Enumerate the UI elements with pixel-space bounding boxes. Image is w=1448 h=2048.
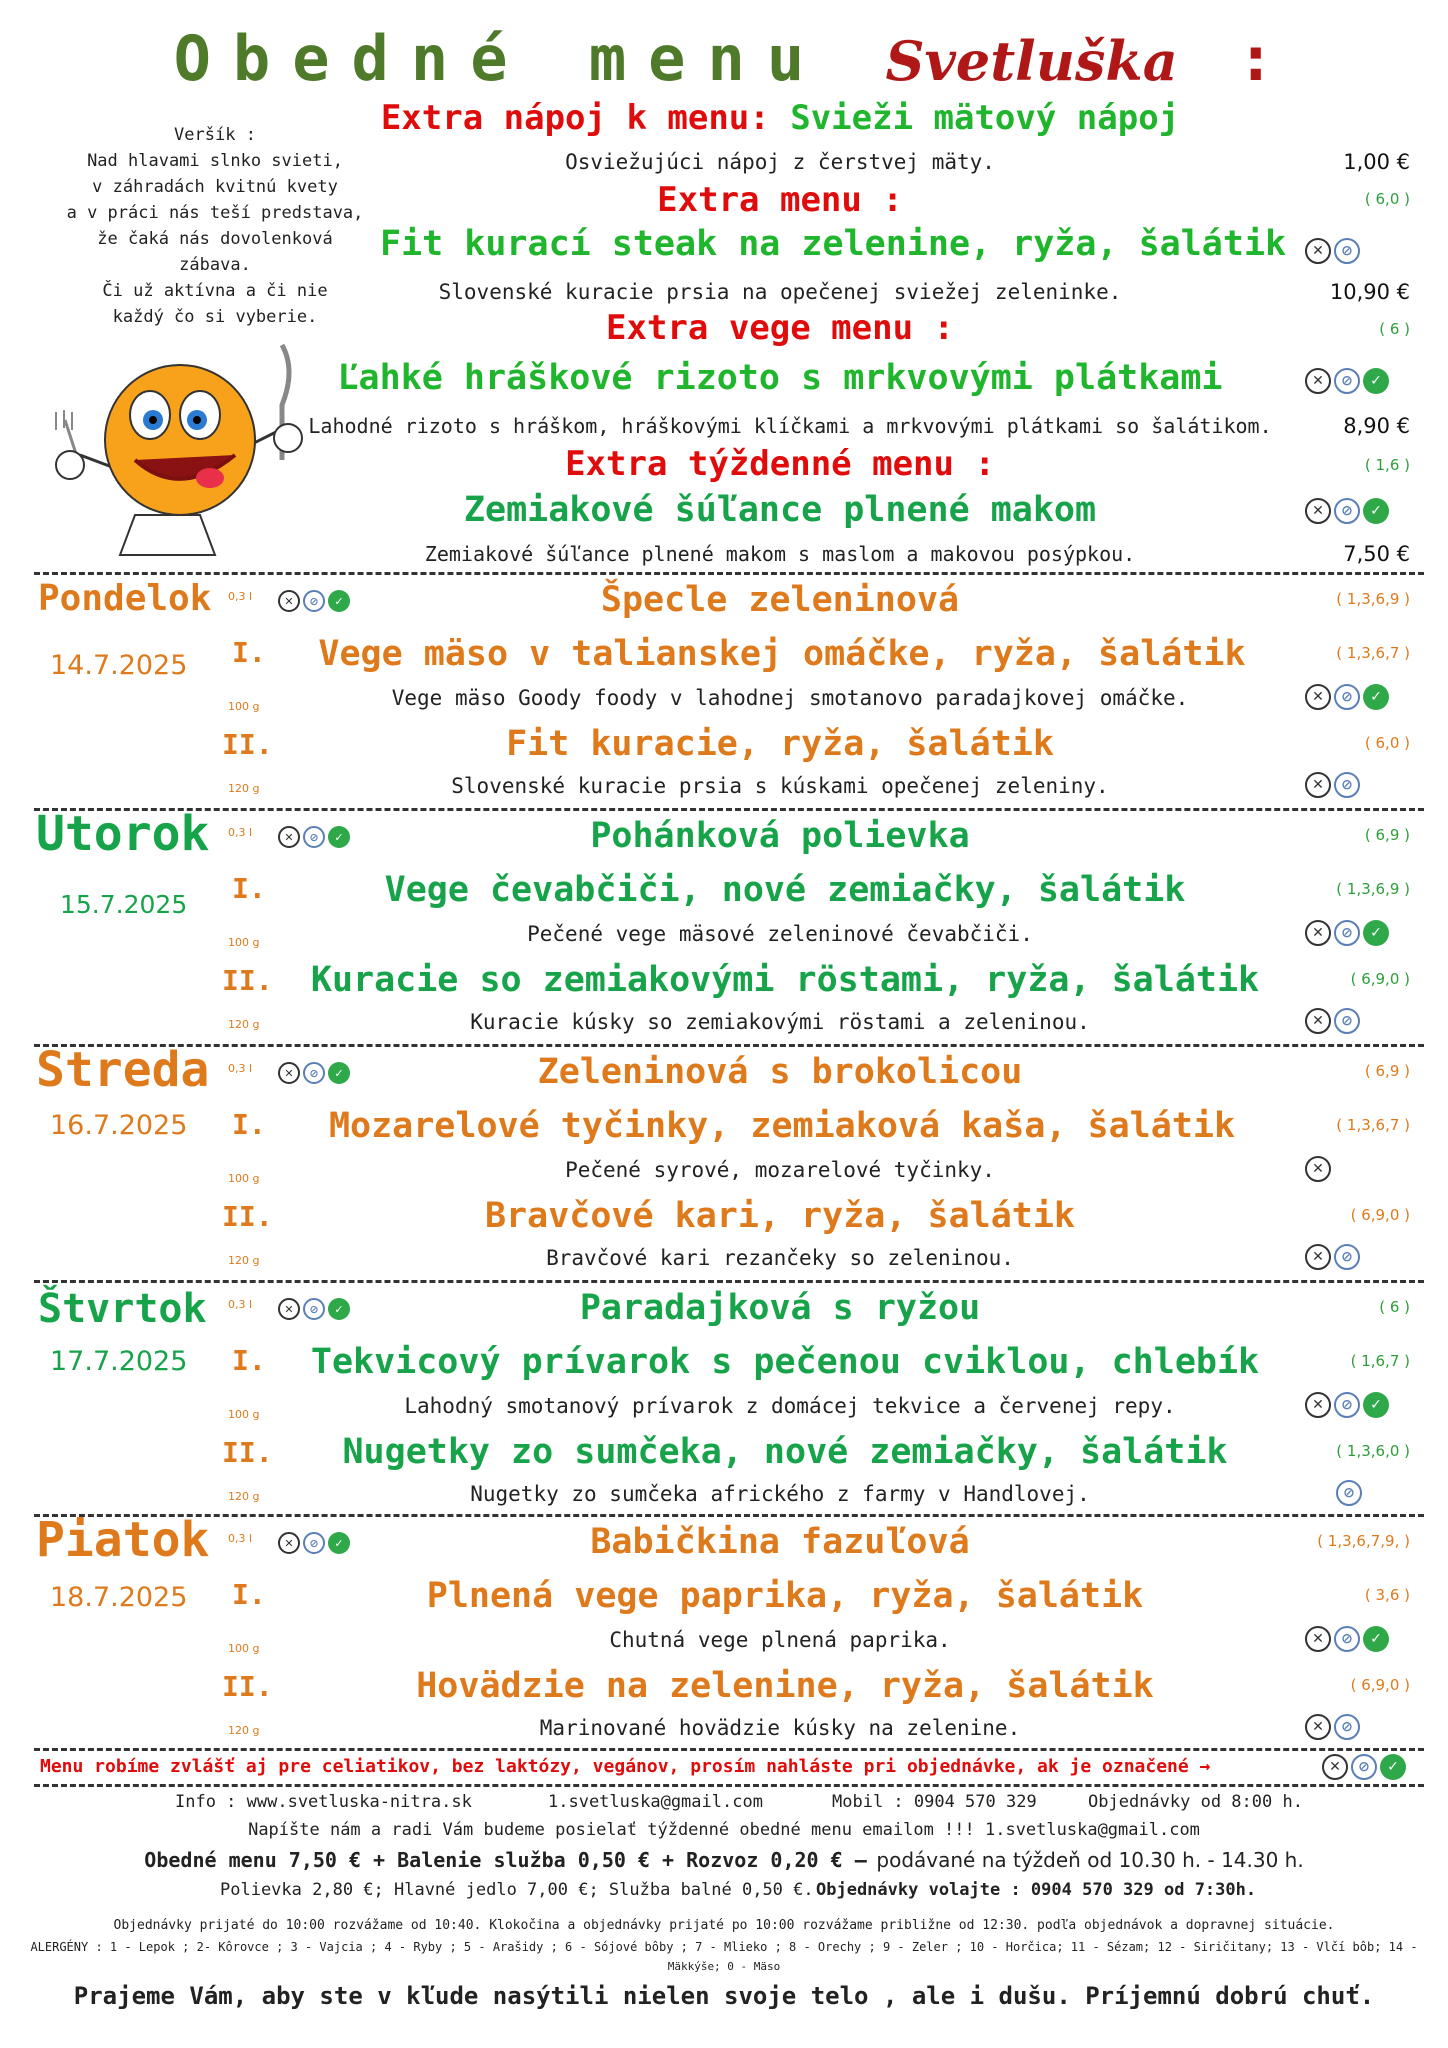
poem-line: že čaká nás dovolenková bbox=[97, 229, 333, 249]
vegan-icon: ✓ bbox=[328, 1532, 350, 1554]
main-2-allergens: ( 6,9,0 ) bbox=[1350, 1676, 1410, 1694]
gluten-free-icon: ✕ bbox=[1305, 1626, 1331, 1652]
gluten-free-icon: ✕ bbox=[278, 590, 300, 612]
poem-line: každý čo si vyberie. bbox=[112, 307, 318, 327]
extra-vege-desc: Lahodné rizoto s hráškom, hráškovými klíčkami a mrkvovými plátkami so šalátikom. bbox=[308, 414, 1272, 438]
lactose-free-icon: ⊘ bbox=[1334, 684, 1360, 710]
extra-vege-allergens: ( 1,6 ) bbox=[1364, 456, 1410, 474]
lactose-free-icon: ⊘ bbox=[1334, 1392, 1360, 1418]
gluten-free-icon: ✕ bbox=[278, 826, 300, 848]
gluten-free-icon: ✕ bbox=[1305, 498, 1331, 524]
main-2-desc: Nugetky zo sumčeka afrického z farmy v Handlovej. bbox=[470, 1482, 1090, 1506]
soup-icons bbox=[278, 1298, 350, 1320]
vegan-icon: ✓ bbox=[1380, 1754, 1406, 1780]
extra-menu-desc: Slovenské kuracie prsia na opečenej sviežej zeleninke. bbox=[438, 280, 1122, 304]
poem-title: Veršík : bbox=[174, 125, 256, 145]
main-2-icons bbox=[1305, 1244, 1360, 1270]
footer-call: Objednávky volajte : 0904 570 329 od 7:30h. bbox=[816, 1880, 1257, 1900]
main-1-name: Vege mäso v talianskej omáčke, ryža, šalátik bbox=[318, 634, 1246, 674]
main-1-desc: Pečené vege mäsové zeleninové čevabčiči. bbox=[527, 922, 1033, 946]
extra-vege-label: Extra vege menu : bbox=[606, 308, 954, 348]
soup-name: Zeleninová s brokolicou bbox=[537, 1052, 1023, 1092]
poem-line: zábava. bbox=[179, 255, 251, 275]
footer-newsletter: Napíšte nám a radi Vám budeme posielať týždenné obedné menu emailom !!! 1.svetluska@gmail.com bbox=[248, 1820, 1200, 1840]
menu-title: Obedné menu bbox=[173, 22, 827, 95]
lactose-free-icon: ⊘ bbox=[303, 826, 325, 848]
main-1-allergens: ( 1,6,7 ) bbox=[1350, 1352, 1410, 1370]
vegan-icon: ✓ bbox=[1363, 684, 1389, 710]
lactose-free-icon: ⊘ bbox=[1334, 498, 1360, 524]
main-1-icons bbox=[1305, 920, 1389, 946]
day-block-thursday bbox=[0, 1282, 1448, 1512]
gluten-free-icon: ✕ bbox=[278, 1532, 300, 1554]
main-1-icons bbox=[1305, 1626, 1389, 1652]
soup-allergens: ( 1,3,6,7,9, ) bbox=[1317, 1532, 1410, 1550]
extra-drink-name: Svieži mätový nápoj bbox=[790, 98, 1180, 138]
dietary-notice: Menu robíme zvlášť aj pre celiatikov, bez laktózy, vegánov, prosím nahláste pri objednávke, ak je označené → bbox=[40, 1756, 1211, 1777]
main-2-size: 120 g bbox=[228, 1018, 260, 1031]
main-1-icons bbox=[1305, 1392, 1389, 1418]
divider bbox=[34, 1748, 1424, 1751]
main-2-number: II. bbox=[222, 1436, 273, 1469]
soup-name: Babičkina fazuľová bbox=[590, 1522, 970, 1562]
day-name: Utorok bbox=[36, 806, 210, 862]
main-1-number: I. bbox=[232, 1108, 266, 1141]
gluten-free-icon: ✕ bbox=[1305, 238, 1331, 264]
lactose-free-icon: ⊘ bbox=[1334, 368, 1360, 394]
footer-website[interactable]: Info : www.svetluska-nitra.sk bbox=[175, 1792, 472, 1812]
lactose-free-icon: ⊘ bbox=[1334, 1008, 1360, 1034]
soup-name: Špecle zeleninová bbox=[600, 580, 960, 620]
soup-allergens: ( 6 ) bbox=[1379, 1298, 1410, 1316]
day-date: 18.7.2025 bbox=[50, 1582, 188, 1613]
vegan-icon: ✓ bbox=[328, 826, 350, 848]
main-2-allergens: ( 6,0 ) bbox=[1364, 734, 1410, 752]
gluten-free-icon: ✕ bbox=[1305, 920, 1331, 946]
page-title bbox=[0, 22, 1448, 95]
poem-block bbox=[40, 122, 390, 330]
day-name: Streda bbox=[36, 1042, 210, 1098]
day-block-friday bbox=[0, 1512, 1448, 1746]
main-2-name: Fit kuracie, ryža, šalátik bbox=[506, 724, 1054, 764]
main-1-size: 100 g bbox=[228, 1172, 260, 1185]
day-block-monday bbox=[0, 578, 1448, 808]
soup-icons bbox=[278, 1062, 350, 1084]
lactose-free-icon: ⊘ bbox=[1334, 920, 1360, 946]
brand-logo: Svetluška bbox=[885, 29, 1178, 93]
main-1-size: 100 g bbox=[228, 1642, 260, 1655]
gluten-free-icon: ✕ bbox=[1322, 1754, 1348, 1780]
day-date: 17.7.2025 bbox=[50, 1346, 188, 1377]
main-2-desc: Bravčové kari rezančeky so zeleninou. bbox=[546, 1246, 1014, 1270]
main-1-number: I. bbox=[232, 636, 266, 669]
main-1-number: I. bbox=[232, 1578, 266, 1611]
gluten-free-icon: ✕ bbox=[1305, 1244, 1331, 1270]
footer-email[interactable]: 1.svetluska@gmail.com bbox=[548, 1792, 763, 1812]
vegan-icon: ✓ bbox=[1363, 1626, 1389, 1652]
gluten-free-icon: ✕ bbox=[1305, 684, 1331, 710]
smiley-mascot-icon bbox=[40, 340, 310, 560]
main-1-size: 100 g bbox=[228, 700, 260, 713]
vegan-icon: ✓ bbox=[1363, 920, 1389, 946]
poem-line: v záhradách kvitnú kvety bbox=[92, 177, 338, 197]
main-2-allergens: ( 6,9,0 ) bbox=[1350, 1206, 1410, 1224]
main-2-name: Nugetky zo sumčeka, nové zemiačky, šalátik bbox=[342, 1432, 1228, 1472]
main-1-allergens: ( 3,6 ) bbox=[1364, 1586, 1410, 1604]
soup-size: 0,3 l bbox=[228, 826, 253, 839]
day-name: Štvrtok bbox=[38, 1286, 207, 1332]
day-block-wednesday bbox=[0, 1042, 1448, 1276]
main-1-allergens: ( 1,3,6,9 ) bbox=[1336, 880, 1410, 898]
serving-hours: podávané na týždeň od 10.30 h. - 14.30 h. bbox=[876, 1848, 1304, 1872]
main-2-name: Bravčové kari, ryža, šalátik bbox=[484, 1196, 1075, 1236]
lactose-free-icon: ⊘ bbox=[1334, 1714, 1360, 1740]
day-name: Pondelok bbox=[38, 578, 212, 619]
extra-drink-header bbox=[380, 98, 1180, 138]
divider bbox=[34, 572, 1424, 575]
footer-delivery: Objednávky prijaté do 10:00 rozvážame od 10:40. Klokočina a objednávky prijaté po 10:00 rozvážame približne od 12:30. podľa objednávok a dopravnej situácie. bbox=[113, 1918, 1335, 1933]
vegan-icon: ✓ bbox=[328, 1298, 350, 1320]
extra-menu-icons bbox=[1305, 238, 1360, 264]
footer-order-time: Objednávky od 8:00 h. bbox=[1088, 1792, 1303, 1812]
main-1-name: Vege čevabčiči, nové zemiačky, šalátik bbox=[384, 870, 1186, 910]
main-1-icons bbox=[1305, 1156, 1331, 1182]
main-2-size: 120 g bbox=[228, 1490, 260, 1503]
lactose-free-icon: ⊘ bbox=[303, 1298, 325, 1320]
lactose-free-icon: ⊘ bbox=[1334, 772, 1360, 798]
main-2-name: Kuracie so zemiakovými röstami, ryža, šalátik bbox=[310, 960, 1260, 1000]
main-1-icons bbox=[1305, 684, 1389, 710]
soup-name: Paradajková s ryžou bbox=[579, 1288, 981, 1328]
gluten-free-icon: ✕ bbox=[278, 1062, 300, 1084]
gluten-free-icon: ✕ bbox=[1305, 1156, 1331, 1182]
divider bbox=[34, 1784, 1424, 1787]
main-1-desc: Chutná vege plnená paprika. bbox=[609, 1628, 951, 1652]
day-name: Piatok bbox=[36, 1512, 210, 1568]
main-1-desc: Vege mäso Goody foody v lahodnej smotanovo paradajkovej omáčke. bbox=[391, 686, 1189, 710]
extra-week-icons bbox=[1305, 498, 1389, 524]
vegan-icon: ✓ bbox=[1363, 368, 1389, 394]
extra-menu-price: 10,90 € bbox=[1329, 280, 1410, 304]
poem-line: Nad hlavami slnko svieti, bbox=[87, 151, 343, 171]
extra-vege-price: 8,90 € bbox=[1343, 414, 1410, 438]
main-1-name: Tekvicový prívarok s pečenou cviklou, chlebík bbox=[310, 1342, 1260, 1382]
main-2-desc: Marinované hovädzie kúsky na zelenine. bbox=[539, 1716, 1021, 1740]
extra-menu-name: Fit kurací steak na zelenine, ryža, šalátik bbox=[380, 224, 1287, 264]
notice-icons bbox=[1322, 1754, 1406, 1780]
day-date: 15.7.2025 bbox=[60, 890, 188, 919]
main-1-desc: Pečené syrové, mozarelové tyčinky. bbox=[565, 1158, 995, 1182]
extra-menu-label: Extra menu : bbox=[657, 180, 903, 220]
gluten-free-icon: ✕ bbox=[1305, 368, 1331, 394]
main-1-number: I. bbox=[232, 1344, 266, 1377]
main-2-number: II. bbox=[222, 964, 273, 997]
main-1-allergens: ( 1,3,6,7 ) bbox=[1336, 644, 1410, 662]
soup-allergens: ( 1,3,6,9 ) bbox=[1336, 590, 1410, 608]
lactose-free-icon: ⊘ bbox=[303, 1062, 325, 1084]
main-1-number: I. bbox=[232, 872, 266, 905]
main-1-name: Plnená vege paprika, ryža, šalátik bbox=[426, 1576, 1144, 1616]
main-2-size: 120 g bbox=[228, 782, 260, 795]
footer-mobile: Mobil : 0904 570 329 bbox=[832, 1792, 1037, 1812]
main-2-number: II. bbox=[222, 1670, 273, 1703]
main-2-size: 120 g bbox=[228, 1254, 260, 1267]
vegan-icon: ✓ bbox=[328, 1062, 350, 1084]
main-2-desc: Kuracie kúsky so zemiakovými röstami a zeleninou. bbox=[470, 1010, 1090, 1034]
extra-week-price: 7,50 € bbox=[1343, 542, 1410, 566]
vegan-icon: ✓ bbox=[1363, 1392, 1389, 1418]
soup-icons bbox=[278, 590, 350, 612]
extra-week-label: Extra týždenné menu : bbox=[565, 444, 995, 484]
main-1-name: Mozarelové tyčinky, zemiaková kaša, šalátik bbox=[328, 1106, 1236, 1146]
main-2-number: II. bbox=[222, 728, 273, 761]
footer-pricing bbox=[0, 1848, 1448, 1872]
extra-menu-allergens: ( 6 ) bbox=[1379, 320, 1410, 338]
footer-parts-price: Polievka 2,80 €; Hlavné jedlo 7,00 €; Služba balné 0,50 €. bbox=[220, 1880, 814, 1900]
extra-drink-price: 1,00 € bbox=[1343, 150, 1410, 174]
main-1-desc: Lahodný smotanový prívarok z domácej tekvice a červenej repy. bbox=[404, 1394, 1176, 1418]
soup-size: 0,3 l bbox=[228, 1062, 253, 1075]
footer-allergens: ALERGÉNY : 1 - Lepok ; 2- Kôrovce ; 3 - Vajcia ; 4 - Ryby ; 5 - Arašidy ; 6 - Sójové bôby ; 7 - Mlieko ; 8 - Orechy ; 9 - Zeler ; 10 - Horčica; 11 - Sézam; 12 - Siričitany; 13 - Vlčí bôb; 14 - bbox=[30, 1940, 1418, 1954]
lactose-free-icon: ⊘ bbox=[1334, 1626, 1360, 1652]
main-2-icons bbox=[1305, 1008, 1360, 1034]
extra-drink-allergens: ( 6,0 ) bbox=[1364, 190, 1410, 208]
closing-wish: Prajeme Vám, aby ste v kľude nasýtili nielen svoje telo , ale i dušu. Príjemnú dobrú chuť. bbox=[73, 1982, 1375, 2010]
main-1-size: 100 g bbox=[228, 936, 260, 949]
main-2-desc: Slovenské kuracie prsia s kúskami opečenej zeleniny. bbox=[451, 774, 1109, 798]
soup-icons bbox=[278, 1532, 350, 1554]
extra-drink-label: Extra nápoj k menu: bbox=[380, 98, 770, 138]
poem-line: a v práci nás teší predstava, bbox=[66, 203, 364, 223]
day-block-tuesday bbox=[0, 806, 1448, 1040]
price-line: Obedné menu 7,50 € + Balenie služba 0,50 € + Rozvoz 0,20 € – bbox=[144, 1848, 867, 1872]
gluten-free-icon: ✕ bbox=[1305, 772, 1331, 798]
main-2-allergens: ( 6,9,0 ) bbox=[1350, 970, 1410, 988]
day-date: 16.7.2025 bbox=[50, 1110, 188, 1141]
lactose-free-icon: ⊘ bbox=[1351, 1754, 1377, 1780]
extra-vege-icons bbox=[1305, 368, 1389, 394]
gluten-free-icon: ✕ bbox=[278, 1298, 300, 1320]
lactose-free-icon: ⊘ bbox=[1336, 1480, 1362, 1506]
main-2-icons bbox=[1305, 1714, 1360, 1740]
main-2-name: Hovädzie na zelenine, ryža, šalátik bbox=[416, 1666, 1154, 1706]
extra-week-name: Zemiakové šúľance plnené makom bbox=[463, 490, 1097, 530]
gluten-free-icon: ✕ bbox=[1305, 1008, 1331, 1034]
lactose-free-icon: ⊘ bbox=[303, 590, 325, 612]
main-1-size: 100 g bbox=[228, 1408, 260, 1421]
soup-allergens: ( 6,9 ) bbox=[1364, 1062, 1410, 1080]
main-2-allergens: ( 1,3,6,0 ) bbox=[1336, 1442, 1410, 1460]
lactose-free-icon: ⊘ bbox=[1334, 238, 1360, 264]
gluten-free-icon: ✕ bbox=[1305, 1714, 1331, 1740]
poem-line: Či už aktívna a či nie bbox=[102, 281, 328, 301]
footer-allergens-2: Mäkkýše; 0 - Mäso bbox=[667, 1960, 781, 1973]
main-2-size: 120 g bbox=[228, 1724, 260, 1737]
vegan-icon: ✓ bbox=[1363, 498, 1389, 524]
extra-vege-name: Ľahké hráškové rizoto s mrkvovými plátkami bbox=[337, 358, 1223, 398]
extra-drink-desc: Osviežujúci nápoj z čerstvej mäty. bbox=[565, 150, 995, 174]
main-2-number: II. bbox=[222, 1200, 273, 1233]
lactose-free-icon: ⊘ bbox=[303, 1532, 325, 1554]
gluten-free-icon: ✕ bbox=[1305, 1392, 1331, 1418]
soup-allergens: ( 6,9 ) bbox=[1364, 826, 1410, 844]
soup-size: 0,3 l bbox=[228, 1532, 253, 1545]
soup-name: Pohánková polievka bbox=[590, 816, 970, 856]
soup-icons bbox=[278, 826, 350, 848]
main-1-allergens: ( 1,3,6,7 ) bbox=[1336, 1116, 1410, 1134]
extra-week-desc: Zemiakové šúľance plnené makom s maslom a makovou posýpkou. bbox=[424, 542, 1136, 566]
vegan-icon: ✓ bbox=[328, 590, 350, 612]
lactose-free-icon: ⊘ bbox=[1334, 1244, 1360, 1270]
main-2-icons bbox=[1305, 772, 1360, 798]
title-colon: : bbox=[1237, 22, 1275, 95]
main-2-icons bbox=[1336, 1480, 1362, 1506]
soup-size: 0,3 l bbox=[228, 1298, 253, 1311]
soup-size: 0,3 l bbox=[228, 590, 253, 603]
day-date: 14.7.2025 bbox=[50, 650, 188, 681]
